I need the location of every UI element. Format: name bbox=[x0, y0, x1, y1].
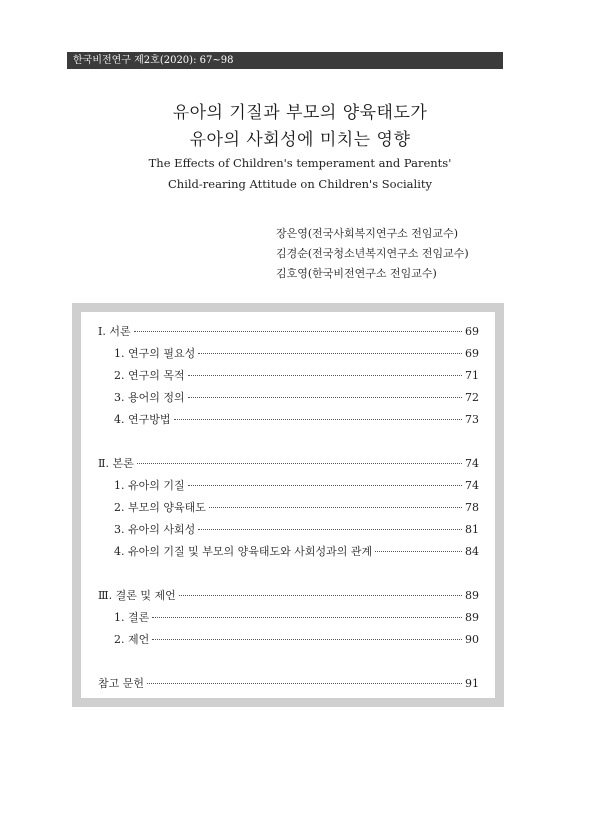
toc-label: Ⅲ. 결론 및 제언 bbox=[98, 589, 176, 602]
korean-title-line-2: 유아의 사회성에 미치는 영향 bbox=[189, 130, 411, 150]
toc-page: 78 bbox=[465, 501, 479, 514]
author-list bbox=[276, 224, 469, 284]
journal-citation: 한국비전연구 제2호(2020): 67~98 bbox=[73, 55, 234, 66]
toc-entry-introduction[interactable] bbox=[98, 324, 479, 340]
toc-page: 74 bbox=[465, 457, 479, 470]
toc-leader bbox=[375, 551, 462, 552]
toc-leader bbox=[188, 397, 462, 398]
toc-leader bbox=[198, 529, 462, 530]
toc-page: 91 bbox=[465, 677, 479, 690]
toc-label: 참고 문헌 bbox=[98, 677, 145, 690]
toc-label: 1. 연구의 필요성 bbox=[114, 347, 196, 360]
toc-leader bbox=[174, 419, 463, 420]
toc-label: 2. 제언 bbox=[114, 633, 150, 646]
toc-label: 2. 부모의 양육태도 bbox=[114, 501, 206, 514]
toc-entry-3-2[interactable] bbox=[114, 632, 479, 648]
toc-entry-main-body[interactable] bbox=[98, 456, 479, 472]
toc-page: 81 bbox=[465, 523, 479, 536]
toc-leader bbox=[188, 485, 462, 486]
korean-title-line-1: 유아의 기질과 부모의 양육태도가 bbox=[172, 103, 428, 123]
toc-label: 4. 유아의 기질 및 부모의 양육태도와 사회성과의 관계 bbox=[114, 545, 373, 558]
toc-page: 69 bbox=[465, 347, 479, 360]
toc-entry-1-1[interactable] bbox=[114, 346, 479, 362]
toc-leader bbox=[137, 463, 462, 464]
toc-page: 90 bbox=[465, 633, 479, 646]
toc-leader bbox=[188, 375, 462, 376]
toc-page: 89 bbox=[465, 589, 479, 602]
author-1: 장은영(전국사회복지연구소 전임교수) bbox=[276, 227, 459, 240]
toc-label: 2. 연구의 목적 bbox=[114, 369, 185, 382]
toc-page: 72 bbox=[465, 391, 479, 404]
toc-label: 3. 용어의 정의 bbox=[114, 391, 185, 404]
toc-label: Ⅱ. 본론 bbox=[98, 457, 134, 470]
toc-page: 74 bbox=[465, 479, 479, 492]
toc-label: 1. 결론 bbox=[114, 611, 150, 624]
toc-page: 89 bbox=[465, 611, 479, 624]
toc-entry-2-2[interactable] bbox=[114, 500, 479, 516]
toc-entry-1-2[interactable] bbox=[114, 368, 479, 384]
english-title-line-1: The Effects of Children's temperament and Parents' bbox=[148, 156, 452, 170]
toc-page: 73 bbox=[465, 413, 479, 426]
toc-entry-2-4[interactable] bbox=[114, 544, 479, 560]
toc-leader bbox=[152, 639, 462, 640]
toc-entry-conclusion[interactable] bbox=[98, 588, 479, 604]
toc-leader bbox=[198, 353, 462, 354]
toc-entry-1-4[interactable] bbox=[114, 412, 479, 428]
toc-page: 84 bbox=[465, 545, 479, 558]
author-3: 김호영(한국비전연구소 전임교수) bbox=[276, 267, 437, 280]
toc-entry-2-1[interactable] bbox=[114, 478, 479, 494]
toc-label: 4. 연구방법 bbox=[114, 413, 171, 426]
toc-leader bbox=[147, 683, 462, 684]
toc-entry-references[interactable] bbox=[98, 676, 479, 692]
toc-label: 3. 유아의 사회성 bbox=[114, 523, 196, 536]
toc-entry-1-3[interactable] bbox=[114, 390, 479, 406]
toc-label: 1. 유아의 기질 bbox=[114, 479, 185, 492]
toc-leader bbox=[134, 331, 462, 332]
table-of-contents bbox=[81, 312, 495, 698]
table-of-contents-frame bbox=[72, 303, 504, 707]
toc-page: 69 bbox=[465, 325, 479, 338]
author-2: 김경순(전국청소년복지연구소 전임교수) bbox=[276, 247, 469, 260]
toc-entry-2-3[interactable] bbox=[114, 522, 479, 538]
toc-leader bbox=[152, 617, 462, 618]
journal-header-bar bbox=[67, 52, 503, 69]
toc-label: Ⅰ. 서론 bbox=[98, 325, 131, 338]
toc-entry-3-1[interactable] bbox=[114, 610, 479, 626]
english-title-line-2: Child-rearing Attitude on Children's Sociality bbox=[167, 177, 433, 191]
toc-leader bbox=[209, 507, 462, 508]
toc-page: 71 bbox=[465, 369, 479, 382]
toc-leader bbox=[179, 595, 462, 596]
